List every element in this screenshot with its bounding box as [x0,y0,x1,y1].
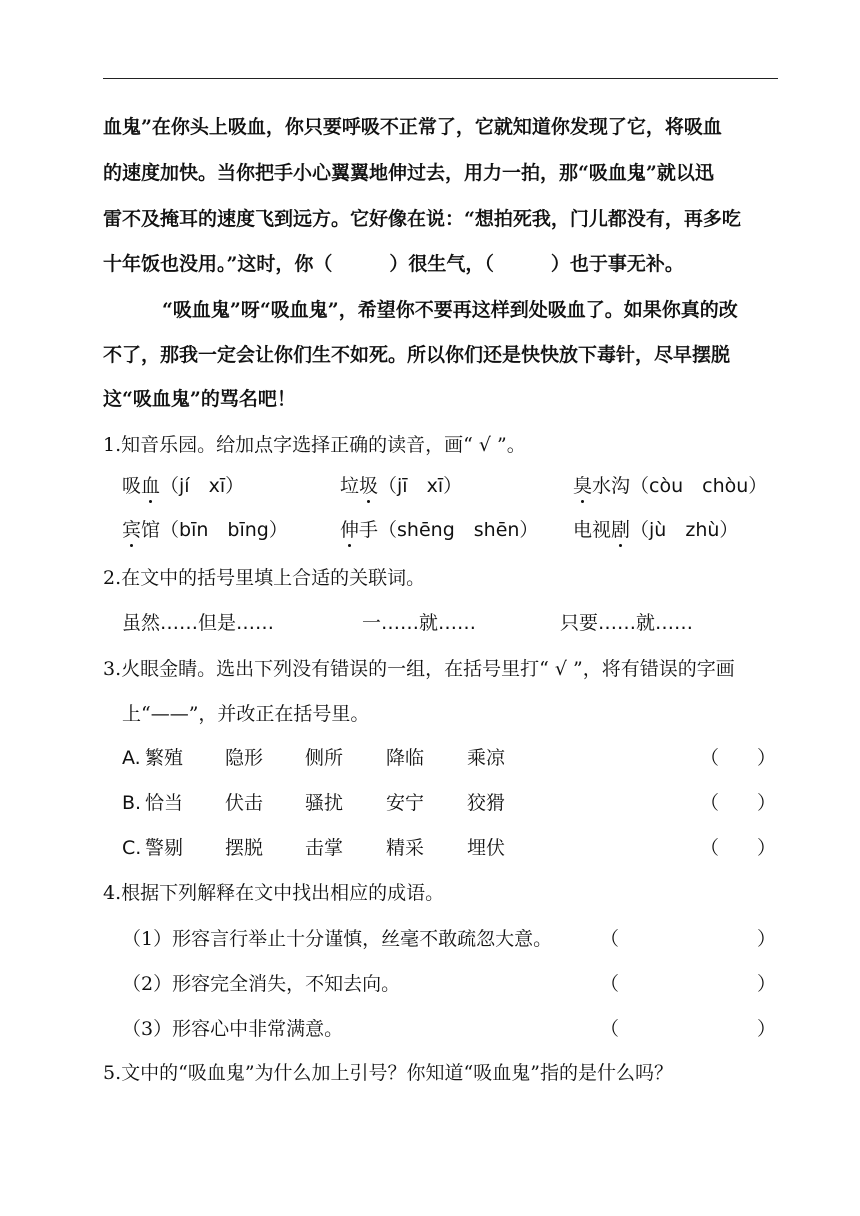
option-word: 安宁 [386,792,425,814]
idiom-definition: （1）形容言行举止十分谨慎，丝毫不敢疏忽大意。 [122,928,553,950]
option-word: 降临 [386,747,425,769]
answer-close-bracket: ） [757,1018,777,1040]
option-word: 伏击 [225,792,264,814]
question-title: 5.文中的“吸血鬼”为什么加上引号？你知道“吸血鬼”指的是什么吗？ [103,1062,673,1084]
option-word: 恰当 [145,792,184,814]
conjunction-option: 虽然……但是…… [122,612,275,634]
pinyin-item [573,517,738,543]
question-title: 1.知音乐园。给加点字选择正确的读音，画“ √ ”。 [103,434,526,456]
answer-bracket[interactable]: （ ） [700,837,777,859]
answer-close-bracket: ） [757,973,777,995]
question-title-cont: 上“——”，并改正在括号里。 [122,703,370,725]
option-word: 乘凉 [467,747,506,769]
option-word: 摆脱 [225,837,264,859]
passage-line: 这“吸血鬼”的骂名吧！ [103,388,296,410]
option-word: 击掌 [305,837,344,859]
passage-line: “吸血鬼”呀“吸血鬼”，希望你不要再这样到处吸血了。如果你真的改 [162,299,738,321]
passage-line: 十年饭也没用。”这时，你（ ）很生气，（ ）也于事无补。 [103,253,684,275]
question-title: 2.在文中的括号里填上合适的关联词。 [103,567,426,589]
dotted-char: 臭 [573,475,593,497]
idiom-definition: （3）形容心中非常满意。 [122,1018,344,1040]
answer-close-bracket: ） [757,928,777,950]
option-word: 狡猾 [467,792,506,814]
pinyin-options: （shēng shēn） [378,519,539,541]
dotted-char: 宾 [122,519,142,541]
dotted-char: 伸 [340,519,360,541]
answer-bracket[interactable]: （ ） [700,792,777,814]
question-title: 4.根据下列解释在文中找出相应的成语。 [103,882,445,904]
answer-open-bracket[interactable]: （ [600,973,620,995]
idiom-definition: （2）形容完全消失，不知去向。 [122,973,401,995]
pinyin-options: （jù zhù） [630,519,739,541]
answer-open-bracket[interactable]: （ [600,928,620,950]
option-word: 侧所 [305,747,344,769]
word-text: 手 [359,519,379,541]
option-label: A. [122,747,141,769]
pinyin-options: （bīn bīng） [160,519,288,541]
answer-open-bracket[interactable]: （ [600,1018,620,1040]
pinyin-item [340,473,462,499]
pinyin-item [122,517,288,543]
word-text: 垃 [340,475,360,497]
question-title: 3.火眼金睛。选出下列没有错误的一组，在括号里打“ √ ”，将有错误的字画 [103,658,735,680]
word-text: 馆 [141,519,161,541]
answer-bracket[interactable]: （ ） [700,747,777,769]
word-text: 电视 [573,519,612,541]
option-label: B. [122,792,142,814]
option-word: 繁殖 [145,747,184,769]
word-text: 水沟 [592,475,631,497]
option-word: 骚扰 [305,792,344,814]
header-rule [103,78,778,79]
option-word: 精采 [386,837,425,859]
dotted-char: 剧 [611,519,631,541]
passage-line: 血鬼”在你头上吸血，你只要呼吸不正常了，它就知道你发现了它，将吸血 [103,116,722,138]
conjunction-option: 只要……就…… [560,612,694,634]
passage-line: 雷不及掩耳的速度飞到远方。它好像在说：“想拍死我，门儿都没有，再多吃 [103,208,741,230]
option-word: 埋伏 [467,837,506,859]
option-word: 警剔 [145,837,184,859]
pinyin-item [573,473,767,499]
pinyin-options: （jí xī） [160,475,245,497]
passage-line: 的速度加快。当你把手小心翼翼地伸过去，用力一拍，那“吸血鬼”就以迅 [103,162,714,184]
option-label: C. [122,837,142,859]
pinyin-item [122,473,244,499]
word-text: 吸 [122,475,142,497]
option-word: 隐形 [225,747,264,769]
passage-line: 不了，那我一定会让你们生不如死。所以你们还是快快放下毒针，尽早摆脱 [103,344,731,366]
pinyin-options: （còu chòu） [630,475,768,497]
pinyin-item [340,517,538,543]
conjunction-option: 一……就…… [362,612,477,634]
dotted-char: 圾 [359,475,379,497]
pinyin-options: （jī xī） [378,475,463,497]
dotted-char: 血 [141,475,161,497]
